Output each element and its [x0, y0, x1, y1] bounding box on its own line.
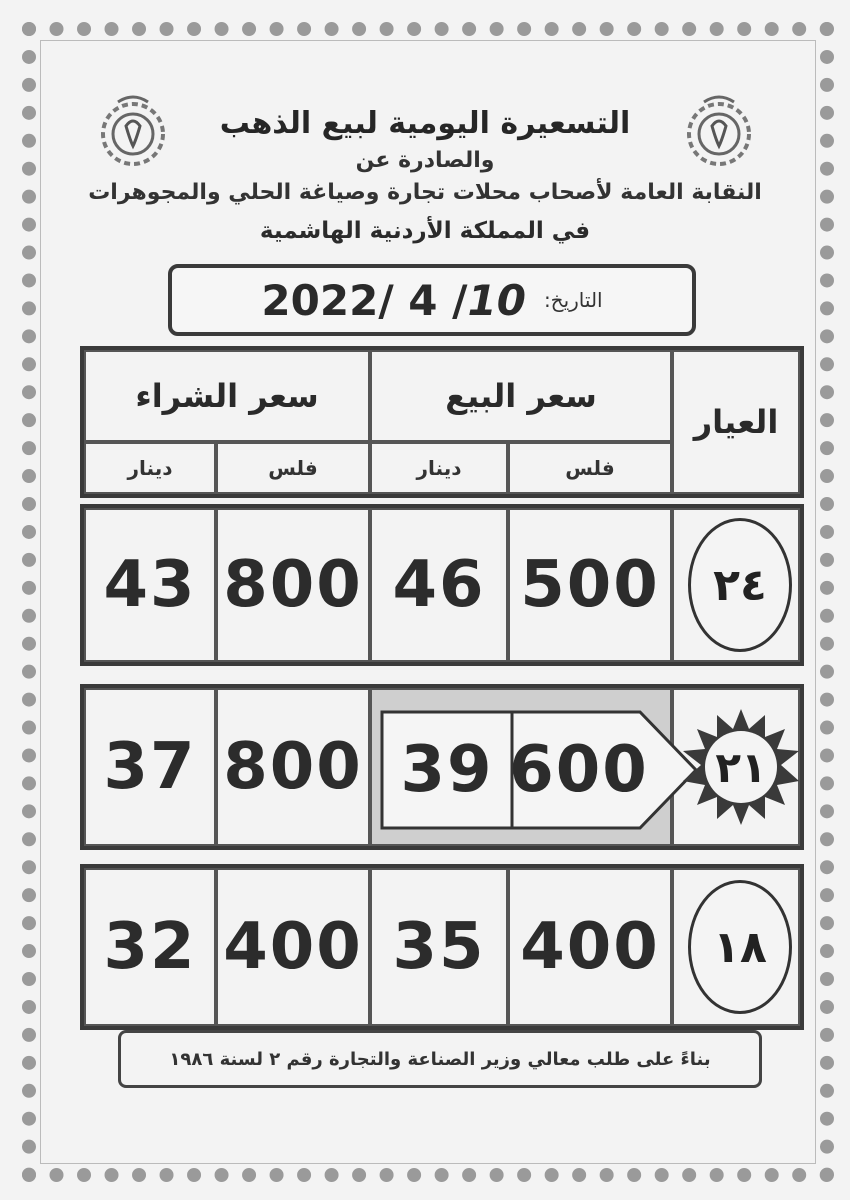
karat-24-badge: ٢٤ [688, 518, 792, 652]
sell-dinar-value: 39 [400, 733, 494, 807]
sell-fils-value: 600 [509, 733, 649, 807]
page-title: التسعيرة اليومية لبيع الذهب [219, 106, 631, 141]
buy-fils-value: 800 [216, 508, 370, 662]
date-box [168, 264, 696, 336]
organization-name: النقابة العامة لأصحاب محلات تجارة وصياغة الحلي والمجوهرات [88, 180, 762, 205]
buy-dinar-value: 43 [84, 508, 216, 662]
country-name: في المملكة الأردنية الهاشمية [259, 218, 591, 244]
table-row-21k [80, 684, 804, 850]
sell-dinar-label: دينار [370, 442, 508, 494]
sell-price-header: سعر البيع [370, 350, 672, 442]
sell-fils-value: 400 [508, 868, 672, 1026]
buy-dinar-value: 32 [84, 868, 216, 1026]
sell-dinar-value: 46 [370, 508, 508, 662]
karat-header: العيار [672, 350, 800, 494]
date-label: التاريخ: [543, 288, 603, 312]
date-year: 2022 [261, 275, 379, 325]
buy-fils-value: 800 [216, 688, 370, 846]
page-subtitle: والصادرة عن [355, 148, 495, 173]
date-month: 4 [408, 275, 438, 325]
sell-dinar-value: 35 [370, 868, 508, 1026]
table-row-24k [80, 504, 804, 666]
sell-fils-value: 500 [508, 508, 672, 662]
sell-fils-label: فلس [508, 442, 672, 494]
buy-dinar-value: 37 [84, 688, 216, 846]
price-table-header [80, 346, 804, 498]
date-separator: / [378, 275, 394, 325]
date-value [261, 276, 526, 325]
date-day: 10 [467, 275, 526, 325]
table-row-18k [80, 864, 804, 1030]
buy-fils-label: فلس [216, 442, 370, 494]
buy-price-header: سعر الشراء [84, 350, 370, 442]
karat-21-badge: ٢١ [715, 742, 767, 792]
karat-18-badge: ١٨ [688, 880, 792, 1014]
footer-note: بناءً على طلب معالي وزير الصناعة والتجارة رقم ٢ لسنة ١٩٨٦ [118, 1030, 762, 1088]
buy-dinar-label: دينار [84, 442, 216, 494]
buy-fils-value: 400 [216, 868, 370, 1026]
date-separator: / [452, 275, 468, 325]
